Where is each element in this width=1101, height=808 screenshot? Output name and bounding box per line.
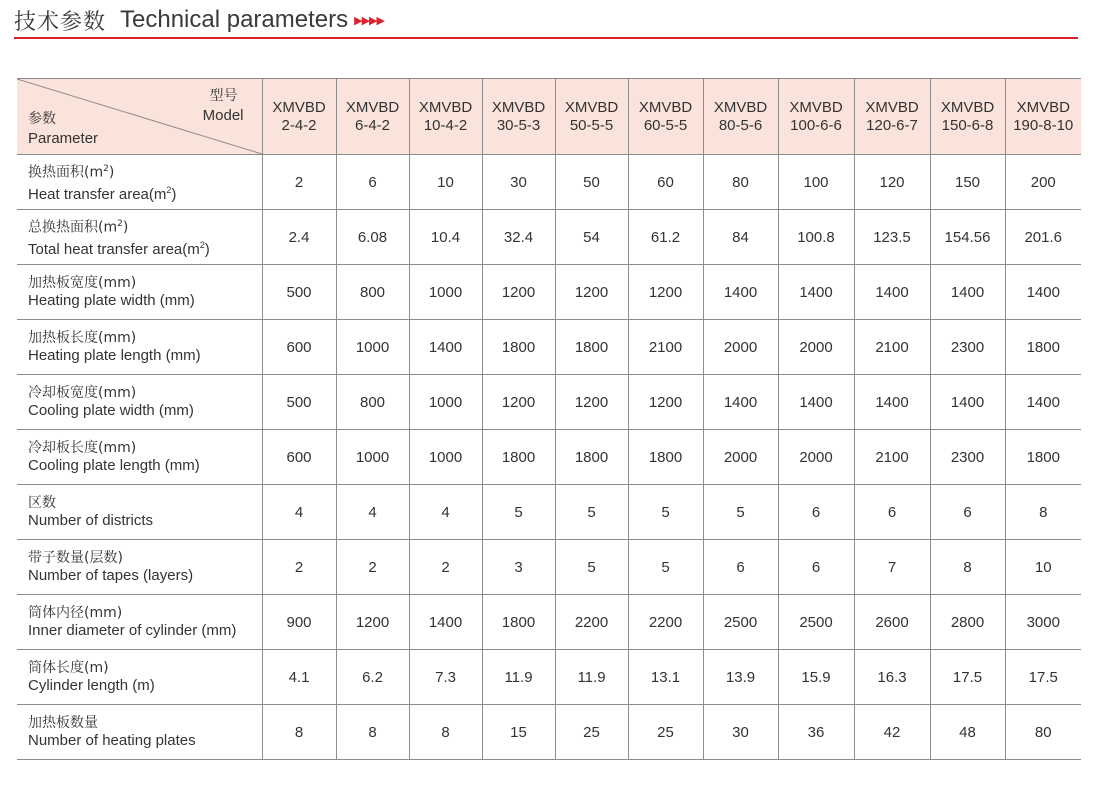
value-cell: 1200 xyxy=(336,595,409,650)
value-cell: 84 xyxy=(703,210,778,265)
value-cell: 4 xyxy=(336,485,409,540)
parameter-name-cn: 加热板宽度(mm) xyxy=(28,275,137,291)
parameter-name-cell xyxy=(17,595,262,650)
model-header-cell xyxy=(262,79,336,155)
value-cell: 1000 xyxy=(336,320,409,375)
value-cell: 32.4 xyxy=(482,210,555,265)
model-series: XMVBD xyxy=(865,98,919,116)
value-cell: 1800 xyxy=(628,430,703,485)
model-code: 150-6-8 xyxy=(941,116,994,134)
value-cell: 200 xyxy=(1005,155,1081,210)
value-cell: 16.3 xyxy=(854,650,930,705)
table-row xyxy=(17,540,1081,595)
value-cell: 2000 xyxy=(778,430,854,485)
value-cell: 2.4 xyxy=(262,210,336,265)
value-cell: 25 xyxy=(555,705,628,760)
value-cell: 1200 xyxy=(555,265,628,320)
table-row xyxy=(17,375,1081,430)
table-row xyxy=(17,320,1081,375)
table-row xyxy=(17,485,1081,540)
corner-model-en: Model xyxy=(202,107,244,124)
page-title-en: Technical parameters xyxy=(120,6,349,33)
parameter-name-en: Number of heating plates xyxy=(28,732,196,749)
value-cell: 8 xyxy=(336,705,409,760)
value-cell: 1400 xyxy=(1005,265,1081,320)
value-cell: 5 xyxy=(628,540,703,595)
parameter-name-cn: 冷却板宽度(mm) xyxy=(28,385,137,401)
value-cell: 1400 xyxy=(930,265,1005,320)
model-series: XMVBD xyxy=(713,98,768,116)
value-cell: 2000 xyxy=(778,320,854,375)
model-code: 80-5-6 xyxy=(718,116,763,134)
value-cell: 2 xyxy=(262,155,336,210)
parameter-name-cn: 总换热面积$(m^2)$ xyxy=(28,218,129,236)
title-divider xyxy=(14,37,1078,39)
value-cell: 2300 xyxy=(930,320,1005,375)
value-cell: 8 xyxy=(1005,485,1081,540)
corner-cell xyxy=(17,79,262,155)
value-cell: 100.8 xyxy=(778,210,854,265)
parameter-name-en: Heating plate length (mm) xyxy=(28,347,201,364)
page-header xyxy=(14,4,384,36)
parameter-name-en: Total heat transfer $area(m^2)$ xyxy=(28,240,210,259)
value-cell: 2500 xyxy=(703,595,778,650)
value-cell: 6 xyxy=(336,155,409,210)
parameter-name-cn: 加热板数量 xyxy=(28,715,98,731)
value-cell: 30 xyxy=(703,705,778,760)
value-cell: 17.5 xyxy=(1005,650,1081,705)
value-cell: 2200 xyxy=(628,595,703,650)
parameter-name-cell xyxy=(17,265,262,320)
value-cell: 6 xyxy=(778,485,854,540)
value-cell: 2600 xyxy=(854,595,930,650)
value-cell: 1000 xyxy=(409,265,482,320)
parameter-name-cn: 区数 xyxy=(28,495,56,511)
value-cell: 800 xyxy=(336,375,409,430)
corner-parameter-label xyxy=(28,110,98,148)
model-code: 120-6-7 xyxy=(866,116,918,134)
value-cell: 1400 xyxy=(854,265,930,320)
value-cell: 2100 xyxy=(628,320,703,375)
value-cell: 11.9 xyxy=(555,650,628,705)
value-cell: 1200 xyxy=(482,375,555,430)
value-cell: 2 xyxy=(262,540,336,595)
model-header-cell xyxy=(1005,79,1081,155)
parameter-name-cell xyxy=(17,540,262,595)
value-cell: 2200 xyxy=(555,595,628,650)
model-series: XMVBD xyxy=(638,98,693,116)
corner-param-en: Parameter xyxy=(28,130,99,147)
model-code: 100-6-6 xyxy=(790,116,842,134)
table-row xyxy=(17,705,1081,760)
value-cell: 6.08 xyxy=(336,210,409,265)
value-cell: 1800 xyxy=(482,320,555,375)
arrow-right-icon: ▶▶▶▶ xyxy=(354,14,384,27)
model-series: XMVBD xyxy=(789,98,843,116)
value-cell: 5 xyxy=(482,485,555,540)
parameter-name-cell xyxy=(17,375,262,430)
value-cell: 5 xyxy=(555,485,628,540)
value-cell: 1000 xyxy=(409,430,482,485)
value-cell: 7 xyxy=(854,540,930,595)
table-row xyxy=(17,265,1081,320)
value-cell: 17.5 xyxy=(930,650,1005,705)
value-cell: 36 xyxy=(778,705,854,760)
model-series: XMVBD xyxy=(564,98,619,116)
value-cell: 1200 xyxy=(628,265,703,320)
table-header-row xyxy=(17,79,1081,155)
parameter-name-cell xyxy=(17,155,262,210)
value-cell: 10.4 xyxy=(409,210,482,265)
parameter-name-cn: 筒体内径(mm) xyxy=(28,605,123,621)
model-header-cell xyxy=(703,79,778,155)
value-cell: 3000 xyxy=(1005,595,1081,650)
parameter-name-cn: 换热面积$(m^2)$ xyxy=(28,163,115,181)
value-cell: 123.5 xyxy=(854,210,930,265)
value-cell: 600 xyxy=(262,320,336,375)
parameter-name-en: Cylinder length (m) xyxy=(28,677,155,694)
value-cell: 1400 xyxy=(930,375,1005,430)
value-cell: 3 xyxy=(482,540,555,595)
value-cell: 5 xyxy=(555,540,628,595)
table-body xyxy=(17,155,1081,760)
model-header-cell xyxy=(409,79,482,155)
value-cell: 2800 xyxy=(930,595,1005,650)
model-header-cell xyxy=(930,79,1005,155)
table-row xyxy=(17,595,1081,650)
value-cell: 1400 xyxy=(854,375,930,430)
parameter-name-cn: 加热板长度(mm) xyxy=(28,330,137,346)
value-cell: 120 xyxy=(854,155,930,210)
value-cell: 6 xyxy=(854,485,930,540)
model-header-cell xyxy=(336,79,409,155)
table-row xyxy=(17,430,1081,485)
parameter-name-cell xyxy=(17,430,262,485)
model-header-cell xyxy=(854,79,930,155)
model-series: XMVBD xyxy=(940,98,995,116)
model-series: XMVBD xyxy=(1016,98,1070,116)
value-cell: 2100 xyxy=(854,320,930,375)
value-cell: 8 xyxy=(930,540,1005,595)
value-cell: 4 xyxy=(262,485,336,540)
value-cell: 15.9 xyxy=(778,650,854,705)
value-cell: 1400 xyxy=(703,375,778,430)
parameter-name-en: Inner diameter of cylinder (mm) xyxy=(28,622,237,639)
model-code: 2-4-2 xyxy=(281,116,317,134)
table-row xyxy=(17,210,1081,265)
parameter-name-en: Cooling plate length (mm) xyxy=(28,457,200,474)
parameter-name-cell xyxy=(17,705,262,760)
model-series: XMVBD xyxy=(272,98,326,116)
value-cell: 1000 xyxy=(409,375,482,430)
value-cell: 54 xyxy=(555,210,628,265)
model-header-cell xyxy=(555,79,628,155)
value-cell: 1800 xyxy=(482,595,555,650)
value-cell: 1800 xyxy=(1005,320,1081,375)
model-series: XMVBD xyxy=(491,98,546,116)
value-cell: 7.3 xyxy=(409,650,482,705)
table-row xyxy=(17,155,1081,210)
value-cell: 1800 xyxy=(1005,430,1081,485)
value-cell: 2500 xyxy=(778,595,854,650)
value-cell: 2000 xyxy=(703,430,778,485)
value-cell: 2300 xyxy=(930,430,1005,485)
value-cell: 154.56 xyxy=(930,210,1005,265)
value-cell: 6.2 xyxy=(336,650,409,705)
parameter-name-cell xyxy=(17,210,262,265)
page-title-cn: 技术参数 xyxy=(14,9,107,35)
value-cell: 1200 xyxy=(482,265,555,320)
model-header-cell xyxy=(778,79,854,155)
value-cell: 1400 xyxy=(778,265,854,320)
parameter-name-en: Number of tapes (layers) xyxy=(28,567,194,584)
parameter-name-cn: 筒体长度(m) xyxy=(28,660,109,676)
value-cell: 80 xyxy=(1005,705,1081,760)
value-cell: 6 xyxy=(703,540,778,595)
parameter-name-cell xyxy=(17,650,262,705)
value-cell: 2100 xyxy=(854,430,930,485)
value-cell: 201.6 xyxy=(1005,210,1081,265)
parameter-name-cn: 冷却板长度(mm) xyxy=(28,440,137,456)
value-cell: 10 xyxy=(1005,540,1081,595)
value-cell: 2 xyxy=(336,540,409,595)
value-cell: 6 xyxy=(778,540,854,595)
value-cell: 42 xyxy=(854,705,930,760)
model-code: 50-5-5 xyxy=(569,116,614,134)
model-code: 6-4-2 xyxy=(354,116,391,134)
value-cell: 8 xyxy=(409,705,482,760)
value-cell: 50 xyxy=(555,155,628,210)
corner-model-cn: 型号 xyxy=(209,88,238,104)
parameter-name-en: Cooling plate width (mm) xyxy=(28,402,194,419)
parameter-name-cn: 带子数量(层数) xyxy=(28,550,123,566)
parameters-table xyxy=(17,78,1081,760)
value-cell: 25 xyxy=(628,705,703,760)
value-cell: 150 xyxy=(930,155,1005,210)
value-cell: 1800 xyxy=(482,430,555,485)
value-cell: 15 xyxy=(482,705,555,760)
value-cell: 60 xyxy=(628,155,703,210)
value-cell: 1000 xyxy=(336,430,409,485)
value-cell: 4 xyxy=(409,485,482,540)
model-code: 30-5-3 xyxy=(496,116,541,134)
model-code: 190-8-10 xyxy=(1013,116,1074,134)
value-cell: 1800 xyxy=(555,320,628,375)
value-cell: 4.1 xyxy=(262,650,336,705)
value-cell: 1400 xyxy=(409,320,482,375)
model-header-cell xyxy=(628,79,703,155)
parameter-name-en: Heating plate width (mm) xyxy=(28,292,195,309)
value-cell: 1400 xyxy=(1005,375,1081,430)
parameter-name-en: Heat transfer $area(m^2)$ xyxy=(28,185,177,204)
value-cell: 6 xyxy=(930,485,1005,540)
value-cell: 13.1 xyxy=(628,650,703,705)
parameter-name-cell xyxy=(17,320,262,375)
value-cell: 11.9 xyxy=(482,650,555,705)
corner-param-cn: 参数 xyxy=(28,111,56,127)
value-cell: 1400 xyxy=(778,375,854,430)
value-cell: 600 xyxy=(262,430,336,485)
value-cell: 1200 xyxy=(628,375,703,430)
value-cell: 900 xyxy=(262,595,336,650)
parameter-name-cell xyxy=(17,485,262,540)
value-cell: 13.9 xyxy=(703,650,778,705)
value-cell: 48 xyxy=(930,705,1005,760)
value-cell: 800 xyxy=(336,265,409,320)
model-code: 10-4-2 xyxy=(423,116,468,134)
model-series: XMVBD xyxy=(418,98,473,116)
value-cell: 5 xyxy=(628,485,703,540)
corner-model-label xyxy=(203,87,244,125)
value-cell: 1200 xyxy=(555,375,628,430)
value-cell: 61.2 xyxy=(628,210,703,265)
value-cell: 1400 xyxy=(409,595,482,650)
model-code: 60-5-5 xyxy=(643,116,688,134)
value-cell: 1800 xyxy=(555,430,628,485)
value-cell: 80 xyxy=(703,155,778,210)
value-cell: 2000 xyxy=(703,320,778,375)
value-cell: 10 xyxy=(409,155,482,210)
value-cell: 8 xyxy=(262,705,336,760)
value-cell: 500 xyxy=(262,375,336,430)
value-cell: 500 xyxy=(262,265,336,320)
table-row xyxy=(17,650,1081,705)
value-cell: 1400 xyxy=(703,265,778,320)
model-header-cell xyxy=(482,79,555,155)
value-cell: 5 xyxy=(703,485,778,540)
parameter-name-en: Number of districts xyxy=(28,512,154,529)
value-cell: 100 xyxy=(778,155,854,210)
value-cell: 30 xyxy=(482,155,555,210)
model-series: XMVBD xyxy=(345,98,400,116)
value-cell: 2 xyxy=(409,540,482,595)
